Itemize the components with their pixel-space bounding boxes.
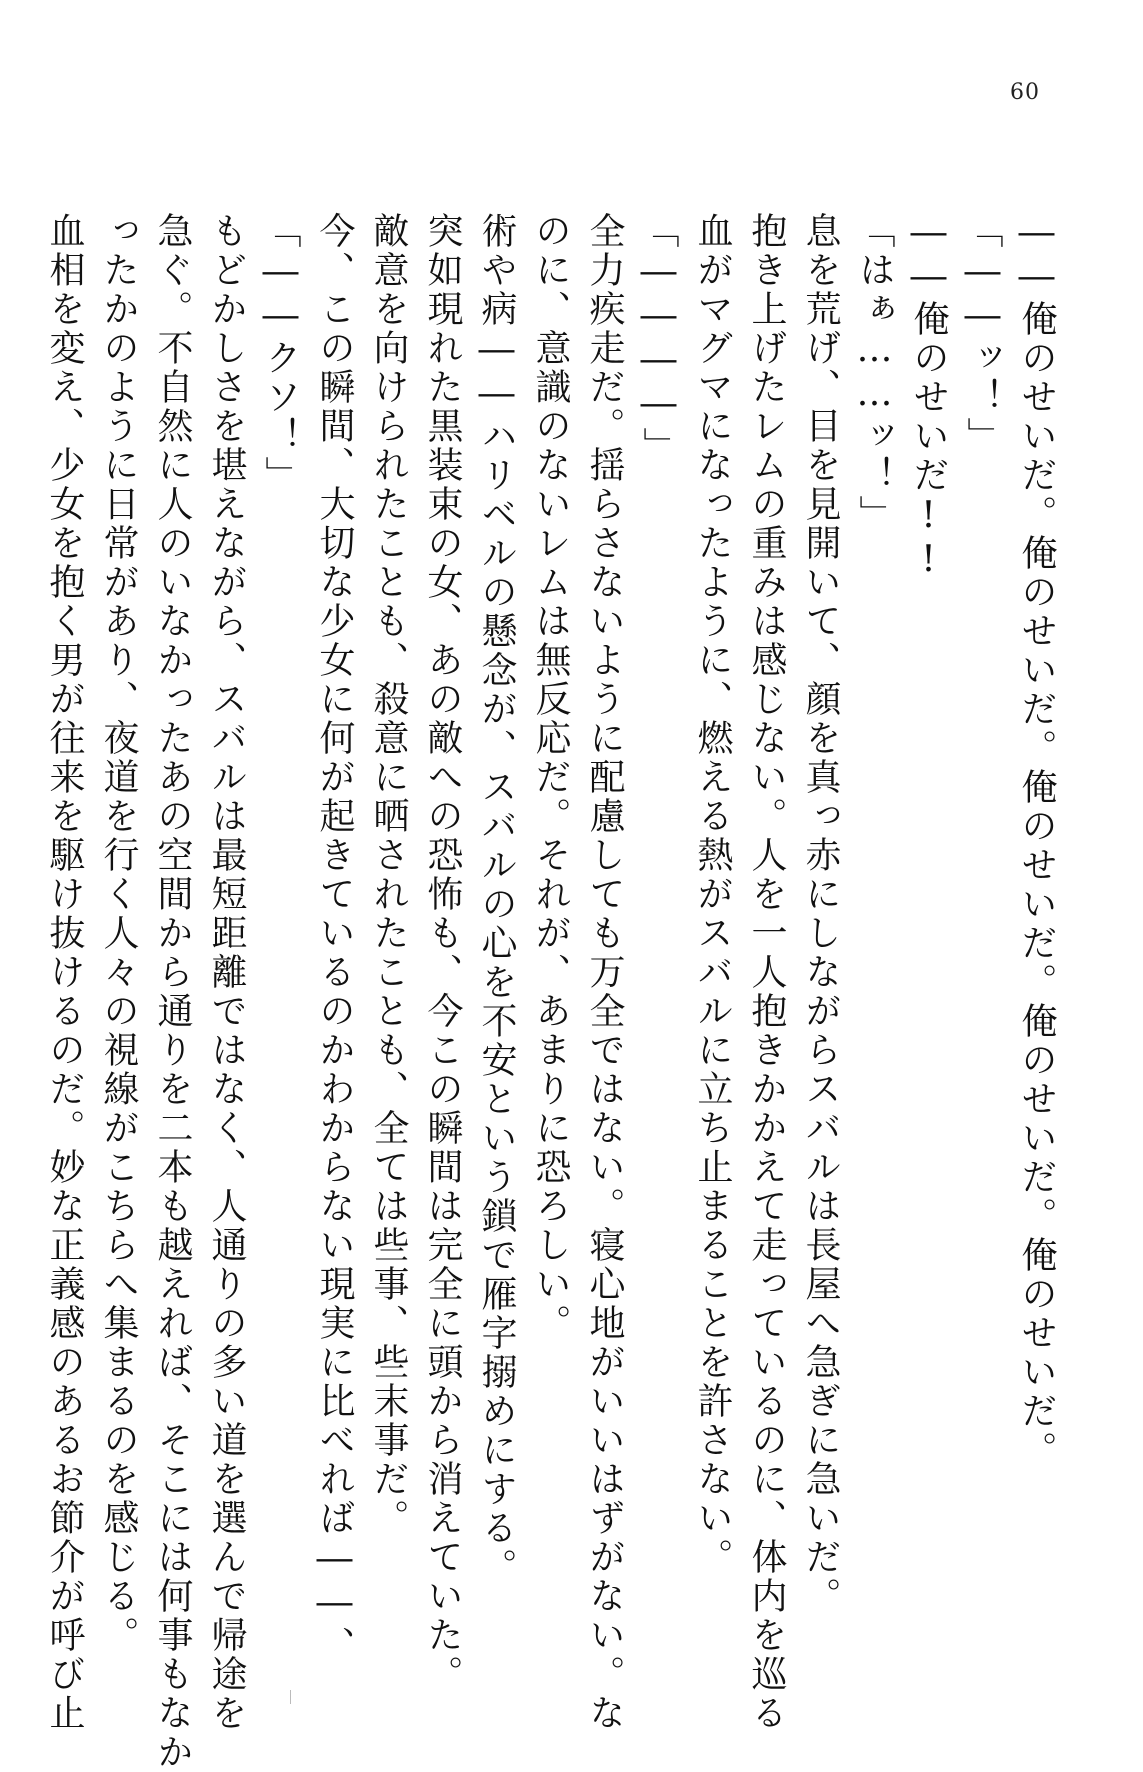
body-text <box>44 212 1063 1772</box>
text-line: 「――クソ！」 <box>260 212 301 495</box>
text-line: ったかのように日常があり、夜道を行く人々の視線がこちらへ集まるのを感じる。 <box>98 212 139 1655</box>
text-line: 急ぐ。不自然に人のいなかったあの空間から通りを二本も越えれば、そこには何事もなか <box>152 212 193 1772</box>
text-line: 術や病――ハリベルの懸念が、スバルの心を不安という鎖で雁字搦めにする。 <box>476 212 517 1587</box>
text-line: のに、意識のないレムは無反応だ。それが、あまりに恐ろしい。 <box>530 212 571 1343</box>
text-line: 血がマグマになったように、燃える熱がスバルに立ち止まることを許さない。 <box>692 212 733 1577</box>
text-line: 抱き上げたレムの重みは感じない。人を一人抱きかかえて走っているのに、体内を巡る <box>746 212 787 1733</box>
text-line: 敵意を向けられたことも、殺意に晒されたことも、全ては些事、些末事だ。 <box>368 212 409 1538</box>
text-line: 息を荒げ、目を見開いて、顔を真っ赤にしながらスバルは長屋へ急ぎに急いだ。 <box>800 212 841 1616</box>
text-line: 「――――」 <box>638 212 679 466</box>
text-line: 全力疾走だ。揺らさないように配慮しても万全ではない。寝心地がいいはずがない。な <box>584 212 625 1733</box>
text-line: ――俺のせいだ!! <box>908 212 949 583</box>
scan-mark <box>290 1690 291 1704</box>
text-line: 血相を変え、少女を抱く男が往来を駆け抜けるのだ。妙な正義感のあるお節介が呼び止 <box>44 212 85 1733</box>
text-line: もどかしさを堪えながら、スバルは最短距離ではなく、人通りの多い道を選んで帰途を <box>206 212 247 1733</box>
text-line: 「――ッ！」 <box>962 212 1003 456</box>
page-number: 60 <box>1010 80 1040 105</box>
text-line: 「はぁ……ッ！」 <box>854 212 895 534</box>
text-line: 今、この瞬間、大切な少女に何が起きているのかわからない現実に比べれば――、 <box>314 212 355 1665</box>
text-line: ――俺のせいだ。俺のせいだ。俺のせいだ。俺のせいだ。俺のせいだ。 <box>1016 212 1057 1470</box>
text-line: 突如現れた黒装束の女、あの敵への恐怖も、今この瞬間は完全に頭から消えていた。 <box>422 212 463 1694</box>
